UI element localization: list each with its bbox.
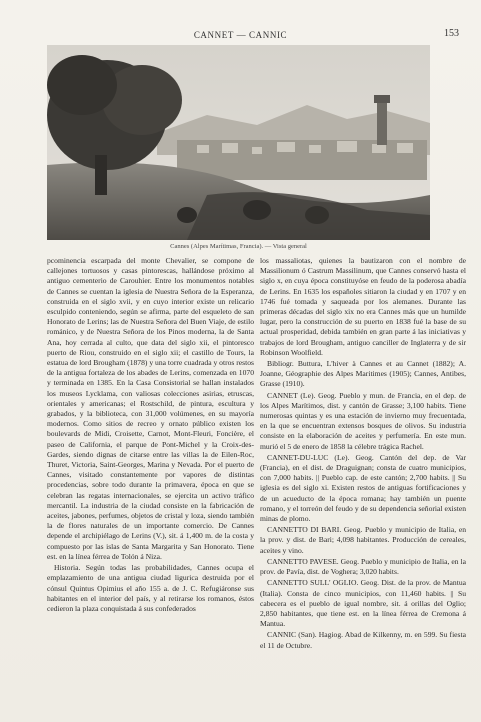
entry-cannetto-pavese: CANNETTO PAVESE. Geog. Pueblo y municipio de Italia, en la prov. de Pavía, dist. de Voghera; 3,020 habits.: [260, 556, 466, 577]
photograph-cannes-general-view: [47, 45, 430, 240]
page-number: 153: [444, 28, 459, 39]
right-paragraph-1: los massaliotas, quienes la bautizaron con el nombre de Massilionum ó Castrum Massilinum, que Cannes conservó hasta el siglo x, en cuya época constituyóse en feudo de la poderosa abadía de Lerins. En 1635 los españoles sitiaron la ciudad y en 1707 y en 1746 fué tomada y saqueada por los alemanes. Durante las primeras décadas del siglo xix no era Cannes más que un humilde lugar, pero la construcción de su puerto en 1838 fué la base de su actual prosperidad, debida también en gran parte á las iniciativas y trabajos de lord Brougham, antiguo canciller de Inglaterra y de sir Robinson Woolfield.: [260, 256, 466, 357]
right-text-column: [260, 256, 466, 652]
right-paragraph-bibliography: Bibliogr. Buttura, L'hiver à Cannes et au Cannet (1882); A. Joanne, Géographie des Alpes Maritimes (1905); Cannes, Antibes, Grasse (1910).: [260, 359, 466, 389]
left-paragraph-2: Historia. Según todas las probabilidades, Cannes ocupa el emplazamiento de una antigua ciudad ligurica destruida por el cónsul Quintus Opimius el año 155 a. de J. C. Refugiáronse sus habitantes en el interior del país, y al retirarse los romanos, éstos cedieron la plaza conquistada á sus confederados: [47, 563, 254, 613]
entry-cannetto-di-bari: CANNETTO DI BARI. Geog. Pueblo y municipio de Italia, en la prov. y dist. de Bari; 4,098 habitantes. Producción de cereales, aceites y vino.: [260, 525, 466, 555]
figure-caption: Cannes (Alpes Marítimas, Francia). — Vista general: [170, 243, 307, 250]
running-head: CANNET — CANNIC: [193, 30, 288, 40]
left-text-column: [47, 256, 254, 615]
entry-cannetto-sull-oglio: CANNETTO SULL' OGLIO. Geog. Dist. de la prov. de Mantua (Italia). Consta de cinco municipios, con 11,460 habits. || Su cabecera es el pueblo de igual nombre, sit. á orillas del Oglio; 2,850 habitantes, que tiene est. en la línea férrea de Cremona á Mantua.: [260, 578, 466, 629]
left-paragraph-1: pcominencia escarpada del monte Chevalier, se compone de callejones tortuosos y casas pintorescas, hallándose próximo al antiguo cementerio de Carouhier. Entre los monumentos notables de Cannes se cuentan la iglesia de Nuestra Señora de la Esperanza, construida en el siglo xvii, y en cuyo interior existe un relicario esculpido conteniendo, según se afirma, parte del esqueleto de san Honorato de Lerins; las de Nuestra Señora del Buen Viaje, de estilo románico, y de Nuestra Señora de los Pinos moderna, la de Santa Ana, hoy cerrada al culto, que data del siglo xii, el pintoresco puerto de Riou, construido en el siglo xii; el castillo de Tours, la estatua de lord Brougham (1878) y una torre cuadrada y otros restos de la antigua fortaleza de los abades de Lerins, comenzada en 1070 y terminada en 1385. En la Casa Consistorial se hallan instalados los museos Lycklama, con valiosas colecciones asirias, etruscas, orientales y americanas; el Rostschild, de pintura, escultura y grabados, y la biblioteca, con 31,000 volúmenes, en su mayoría modernos. Como sitios de recreo y ornato público existen los boulevards de Midi, Croisette, Carnot, Mont-Fleuri, Foncière, el paseo de California, el parque de Pont-Michel y la Croix-des-Gardes, siendo dignas de citarse entre las villas la de Eilen-Roc, Thuret, Victoria, Saint-Georges, Marina y Nevada. Por el puerto de Cannes, visitado constantemente por vapores de distintas procedencias, sobre todo durante la primavera, época en que se celebran las regatas internacionales, se ejercita un activo tráfico mercantil. La industria de la ciudad consiste en la fabricación de aceites, jabones, perfumes, objetos de cristal y loza, siendo también la de flores naturales de un importante comercio. De Cannes depende el archipiélago de Lerins (V.), sit. á 1,400 m. de la costa y compuesto por las islas de Santa Margarita y San Honorato. Tiene est. en la línea férrea de Tolón á Niza.: [47, 256, 254, 561]
entry-cannic-san: CANNIC (San). Hagiog. Abad de Kilkenny, m. en 599. Su fiesta el 11 de Octubre.: [260, 630, 466, 650]
entry-cannet-le: CANNET (Le). Geog. Pueblo y mun. de Francia, en el dep. de los Alpes Marítimos, dist. y cantón de Grasse; 3,100 habits. Tiene numerosas quintas y es una estación de invierno muy frecuentada, en la que se encuentran extensos bosques de olivos. Su industria consiste en la elaboración de aceites y perfumería. En este mun. murió el 5 de enero de 1858 la célebre trágica Rachel.: [260, 390, 466, 451]
entry-cannet-du-luc: CANNET-DU-LUC (Le). Geog. Cantón del dep. de Var (Francia), en el dist. de Draguignan; consta de cuatro municipios, con 7,000 habits. || Pueblo cap. de este cantón; 2,700 habits. || Su iglesia es del siglo xi. Existen restos de antiguas fortificaciones y de un acueducto de la época romana; hay también un puente romano, y el torreón del feudo y de su dependencia señorial existen minas de plomo.: [260, 452, 466, 524]
